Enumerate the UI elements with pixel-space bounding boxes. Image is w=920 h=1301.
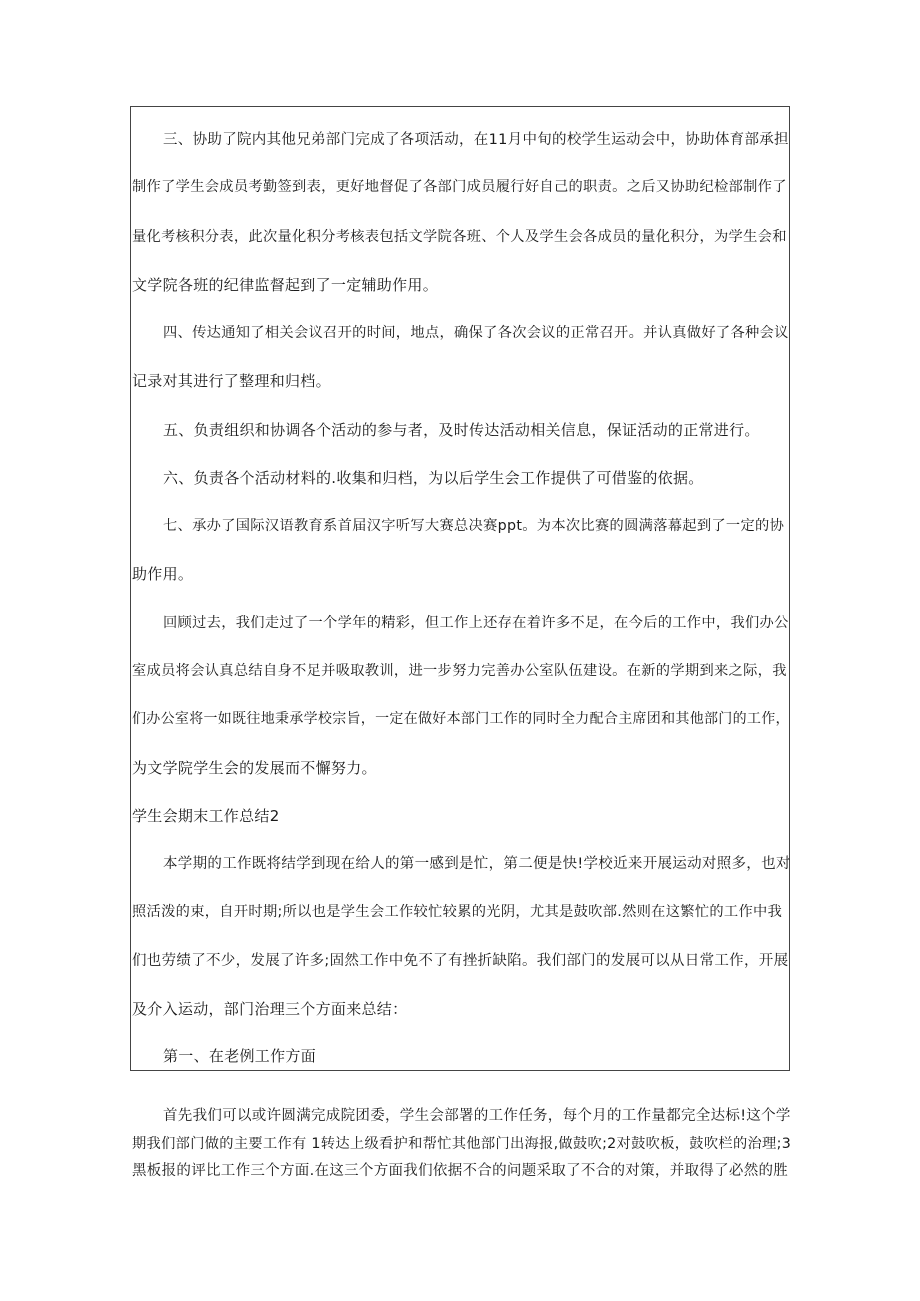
paragraph-line: 量化考核积分表，此次量化积分考核表包括文学院各班、个人及学生会各成员的量化积分，为学生会和 bbox=[132, 229, 787, 245]
paragraph-line: 们也劳绩了不少，发展了许多;固然工作中免不了有挫折缺陷。我们部门的发展可以从日常工作，开展 bbox=[132, 953, 789, 969]
paragraph-line: 首先我们可以或许圆满完成院团委，学生会部署的工作任务，每个月的工作量都完全达标!这个学 bbox=[163, 1108, 791, 1124]
paragraph-line: 四、传达通知了相关会议召开的时间，地点，确保了各次会议的正常召开。并认真做好了各种会议 bbox=[163, 325, 789, 341]
paragraph-line: 三、协助了院内其他兄弟部门完成了各项活动，在11月中旬的校学生运动会中，协助体育部承担 bbox=[163, 132, 789, 148]
paragraph-line: 五、负责组织和协调各个活动的参与者，及时传达活动相关信息，保证活动的正常进行。 bbox=[163, 421, 760, 439]
paragraph-line: 记录对其进行了整理和归档。 bbox=[132, 372, 331, 390]
paragraph-line: 文学院各班的纪律监督起到了一定辅助作用。 bbox=[132, 276, 439, 294]
paragraph-line: 本学期的工作既将结学到现在给人的第一感到是忙，第二便是快!学校近来开展运动对照多，也对 bbox=[163, 856, 791, 872]
paragraph-line: 黑板报的评比工作三个方面.在这三个方面我们依据不合的问题采取了不合的对策，并取得了必然的胜 bbox=[132, 1163, 789, 1179]
paragraph-line: 六、负责各个活动材料的.收集和归档，为以后学生会工作提供了可借鉴的依据。 bbox=[163, 469, 704, 487]
paragraph-line: 室成员将会认真总结自身不足并吸取教训，进一步努力完善办公室队伍建设。在新的学期到来之际，我 bbox=[132, 663, 787, 679]
paragraph-line: 助作用。 bbox=[132, 565, 194, 583]
paragraph-line: 制作了学生会成员考勤签到表，更好地督促了各部门成员履行好自己的职责。之后又协助纪检部制作了 bbox=[132, 179, 787, 195]
section-heading: 学生会期末工作总结2 bbox=[132, 807, 280, 825]
paragraph-line: 回顾过去，我们走过了一个学年的精彩，但工作上还存在着许多不足，在今后的工作中，我们办公 bbox=[163, 615, 789, 631]
paragraph-line: 们办公室将一如既往地秉承学校宗旨，一定在做好本部门工作的同时全力配合主席团和其他部门的工作， bbox=[132, 711, 790, 727]
paragraph-line: 为文学院学生会的发展而不懈努力。 bbox=[132, 759, 377, 777]
paragraph-line: 及介入运动，部门治理三个方面来总结： bbox=[132, 1000, 408, 1018]
paragraph-line: 七、承办了国际汉语教育系首届汉字听写大赛总决赛ppt。为本次比赛的圆满落幕起到了一定的协 bbox=[163, 518, 785, 534]
paragraph-line: 期我们部门做的主要工作有 1转达上级看护和帮忙其他部门出海报,做鼓吹;2对鼓吹板，鼓吹栏的治理;3 bbox=[132, 1136, 792, 1152]
bordered-text-box bbox=[130, 106, 790, 1071]
paragraph-line: 照活泼的束，自开时期;所以也是学生会工作较忙较累的光阴，尤其是鼓吹部.然则在这繁忙的工作中我 bbox=[132, 904, 783, 920]
sub-heading: 第一、在老例工作方面 bbox=[163, 1047, 317, 1065]
